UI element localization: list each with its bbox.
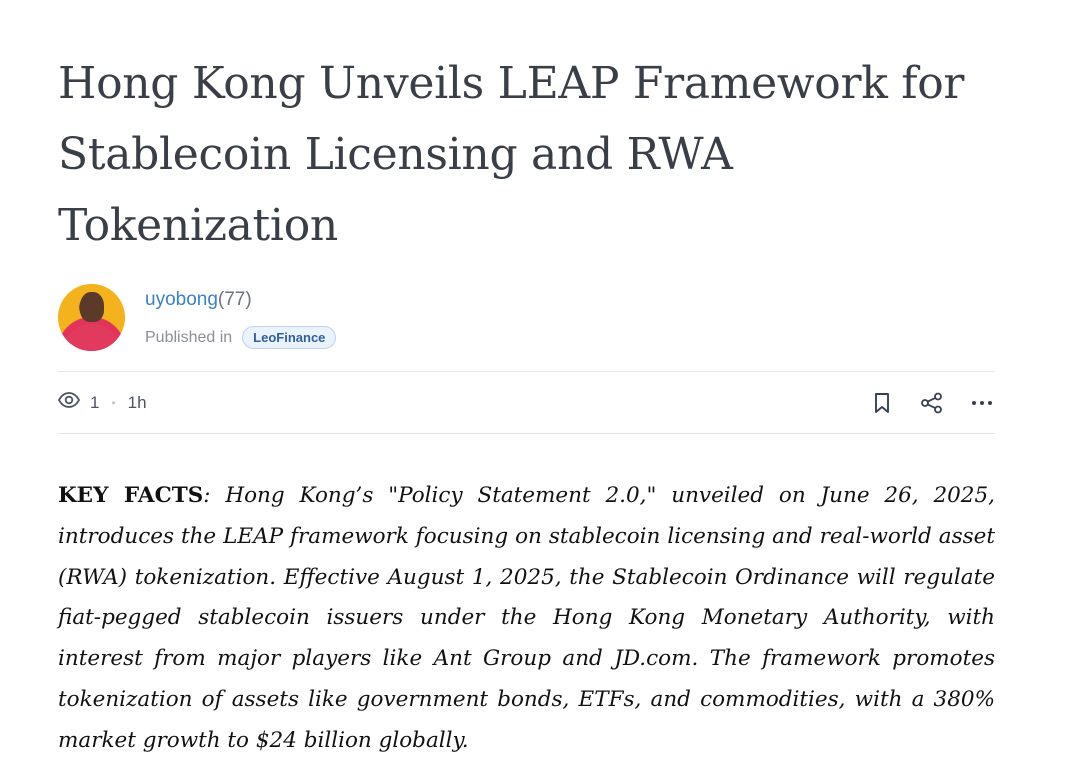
bookmark-icon[interactable] <box>869 390 895 416</box>
separator-dot: • <box>111 395 116 410</box>
author-info <box>145 284 336 349</box>
meta-actions <box>845 390 995 416</box>
published-label: Published in <box>145 328 233 346</box>
published-line <box>145 326 336 349</box>
avatar[interactable] <box>58 284 125 351</box>
author-line <box>145 288 336 312</box>
author-reputation: (77) <box>217 289 252 310</box>
community-badge[interactable]: LeoFinance <box>242 326 336 349</box>
more-icon[interactable] <box>969 390 995 416</box>
author-row <box>58 284 336 351</box>
eye-icon <box>58 392 80 413</box>
post-age: 1h <box>127 392 147 412</box>
share-icon[interactable] <box>919 390 945 416</box>
meta-stats <box>58 392 147 413</box>
author-name-link[interactable]: uyobong <box>145 289 218 310</box>
meta-bar <box>58 371 995 434</box>
key-facts-text: : Hong Kong’s "Policy Statement 2.0," unveiled on June 26, 2025, introduces the LEAP framework focusing on stablecoin licensing and real-world asset (RWA) tokenization. Effective August 1, 2025, the Stablecoin Ordinance will regulate fiat-pegged stablecoin issuers under the Hong Kong Monetary Authority, with interest from major players like Ant Group and JD.com. The framework promotes tokenization of assets like government bonds, ETFs, and commodities, with a 380% market growth to $24 billion globally. <box>58 483 995 753</box>
key-facts-label: KEY FACTS <box>58 483 204 508</box>
article-title: Hong Kong Unveils LEAP Framework for Stablecoin Licensing and RWA Tokenization <box>58 58 965 251</box>
article-body <box>58 476 995 762</box>
article <box>58 0 995 753</box>
views-count: 1 <box>90 392 100 412</box>
